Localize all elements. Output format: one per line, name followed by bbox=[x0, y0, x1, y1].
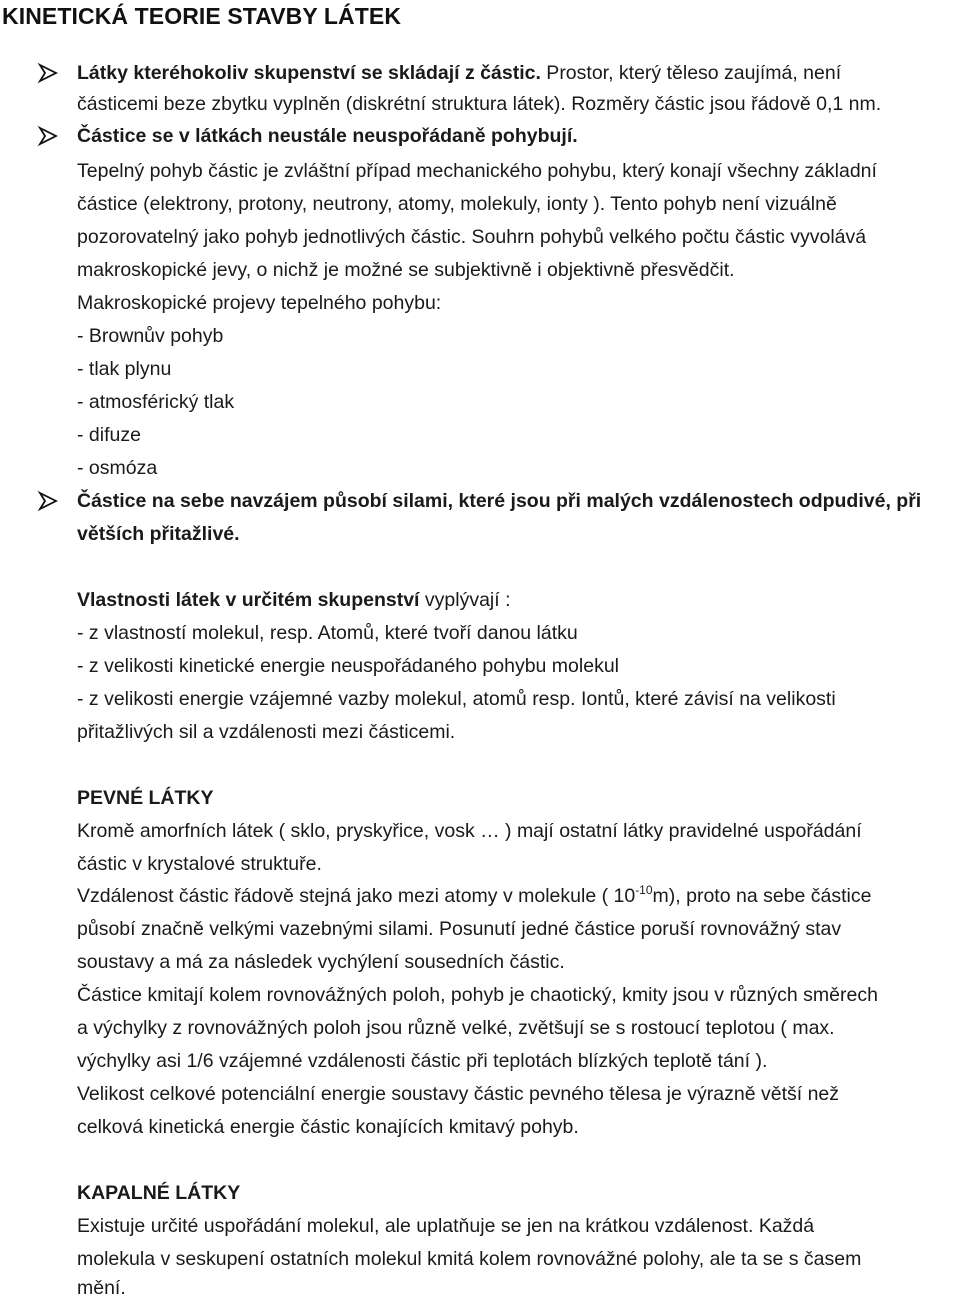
page-title: KINETICKÁ TEORIE STAVBY LÁTEK bbox=[2, 3, 402, 29]
paragraph-line: celková kinetická energie částic konajících kmitavý pohyb. bbox=[77, 1116, 579, 1138]
paragraph-line bbox=[77, 488, 921, 514]
paragraph-line: přitažlivých sil a vzdálenosti mezi částicemi. bbox=[77, 721, 456, 743]
paragraph-line: Tepelný pohyb částic je zvláštní případ mechanického pohybu, který konají všechny základní bbox=[77, 160, 877, 182]
paragraph-line: Velikost celkové potenciální energie soustavy částic pevného tělesa je výrazně větší než bbox=[77, 1083, 840, 1105]
paragraph-line: Existuje určité uspořádání molekul, ale uplatňuje se jen na krátkou vzdálenost. Každá bbox=[77, 1215, 815, 1237]
list-item: - z vlastností molekul, resp. Atomů, které tvoří danou látku bbox=[77, 622, 578, 644]
arrowhead-bullet-icon bbox=[37, 62, 59, 84]
bold-statement: větších přitažlivé. bbox=[77, 523, 240, 545]
paragraph-line: soustavy a má za následek vychýlení sousedních částic. bbox=[77, 951, 565, 973]
paragraph-line: Kromě amorfních látek ( sklo, pryskyřice, vosk … ) mají ostatní látky pravidelné uspořádání bbox=[77, 820, 862, 842]
paragraph-line: částic v krystalové struktuře. bbox=[77, 853, 322, 875]
list-item: - Brownův pohyb bbox=[77, 325, 224, 347]
paragraph-line: částicemi beze zbytku vyplněn (diskrétní struktura látek). Rozměry částic jsou řádově 0,1 nm. bbox=[77, 93, 882, 115]
paragraph-line bbox=[77, 521, 240, 547]
section-heading: PEVNÉ LÁTKY bbox=[77, 787, 214, 809]
bold-statement: Látky kteréhokoliv skupenství se skládají z částic. bbox=[77, 62, 541, 84]
arrowhead-bullet-icon bbox=[37, 490, 59, 512]
paragraph-line: Makroskopické projevy tepelného pohybu: bbox=[77, 292, 442, 314]
paragraph-line: částice (elektrony, protony, neutrony, atomy, molekuly, ionty ). Tento pohyb není vizuálně bbox=[77, 193, 837, 215]
paragraph-line: výchylky asi 1/6 vzájemné vzdálenosti částic při teplotách blízkých teplotě tání ). bbox=[77, 1050, 768, 1072]
paragraph-line: pozorovatelný jako pohyb jednotlivých částic. Souhrn pohybů velkého počtu částic vyvolává bbox=[77, 226, 867, 248]
text-part: m), proto na sebe částice bbox=[652, 885, 872, 907]
text-part: Vzdálenost částic řádově stejná jako mezi atomy v molekule ( 10 bbox=[77, 885, 636, 907]
list-item: - z velikosti energie vzájemné vazby molekul, atomů resp. Iontů, které závisí na velikosti bbox=[77, 688, 836, 710]
section-heading: KAPALNÉ LÁTKY bbox=[77, 1182, 241, 1204]
paragraph-line: a výchylky z rovnovážných poloh jsou různě velké, zvětšují se s rostoucí teplotou ( max. bbox=[77, 1017, 835, 1039]
section-heading bbox=[77, 587, 511, 613]
paragraph-line: Částice kmitají kolem rovnovážných poloh, pohyb je chaotický, kmity jsou v různých směrech bbox=[77, 984, 878, 1006]
list-item: - z velikosti kinetické energie neuspořádaného pohybu molekul bbox=[77, 655, 619, 677]
paragraph-line bbox=[77, 123, 578, 149]
section-heading-rest: vyplývají : bbox=[419, 589, 511, 611]
list-item: - difuze bbox=[77, 424, 141, 446]
paragraph-line: působí značně velkými vazebnými silami. Posunutí jedné částice poruší rovnovážný stav bbox=[77, 918, 842, 940]
paragraph-line: mění. bbox=[77, 1277, 126, 1299]
section-heading-bold: Vlastnosti látek v určitém skupenství bbox=[77, 589, 420, 611]
arrowhead-bullet-icon bbox=[37, 125, 59, 147]
statement-text: Prostor, který těleso zaujímá, není bbox=[540, 62, 842, 84]
paragraph-line: molekula v seskupení ostatních molekul kmitá kolem rovnovážné polohy, ale ta se s časem bbox=[77, 1248, 862, 1270]
exponent: -10 bbox=[635, 882, 653, 897]
paragraph-line bbox=[77, 883, 871, 909]
paragraph-line bbox=[77, 60, 841, 86]
list-item: - atmosférický tlak bbox=[77, 391, 235, 413]
list-item: - tlak plynu bbox=[77, 358, 172, 380]
bold-statement: Částice na sebe navzájem působí silami, které jsou při malých vzdálenostech odpudivé, při bbox=[77, 490, 922, 512]
list-item: - osmóza bbox=[77, 457, 158, 479]
paragraph-line: makroskopické jevy, o nichž je možné se subjektivně i objektivně přesvědčit. bbox=[77, 259, 735, 281]
bold-statement: Částice se v látkách neustále neuspořádaně pohybují. bbox=[77, 125, 578, 147]
